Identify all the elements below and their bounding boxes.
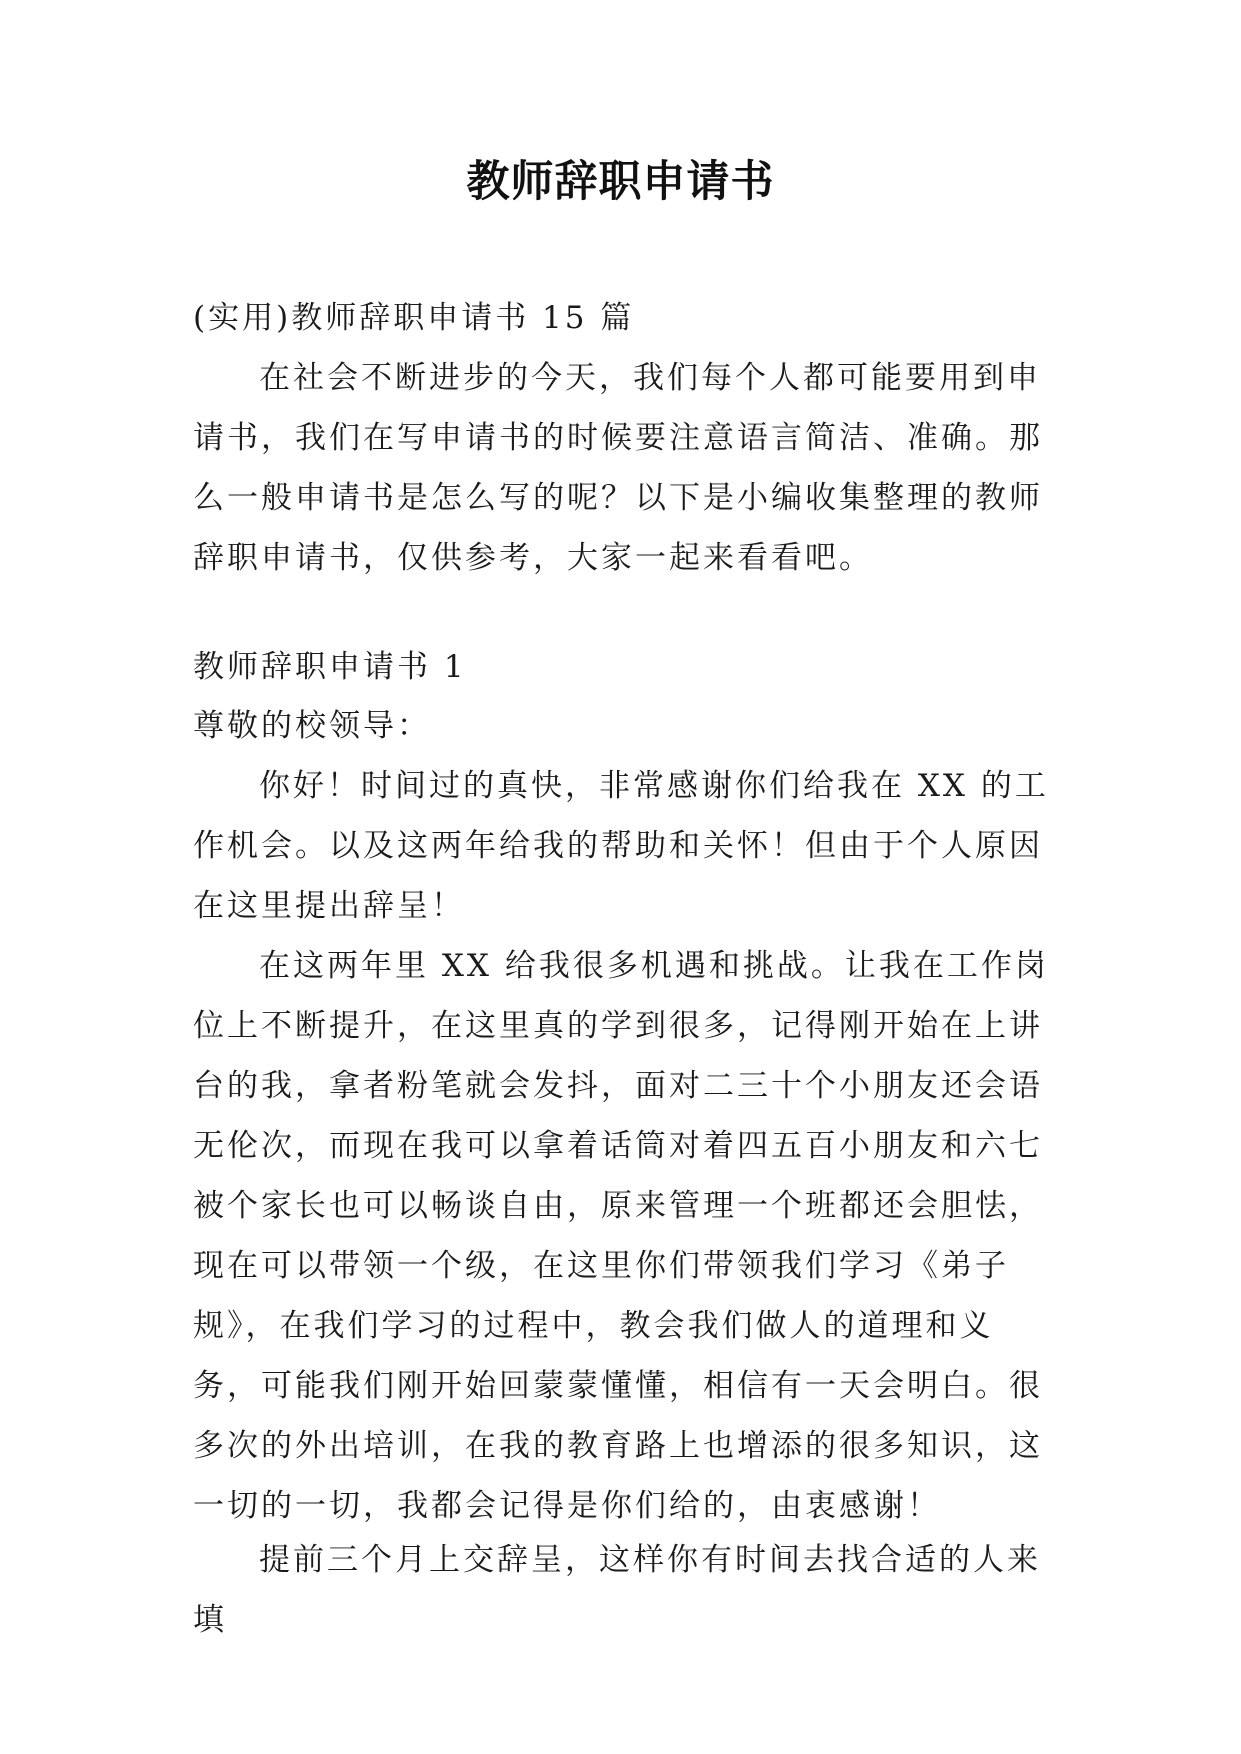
intro-paragraph: 在社会不断进步的今天，我们每个人都可能要用到申请书，我们在写申请书的时候要注意语言简洁、准确。那么一般申请书是怎么写的呢？以下是小编收集整理的教师辞职申请书，仅供参考，大家一起来看看吧。 — [193, 360, 1043, 576]
body-paragraph: 在这两年里 XX 给我很多机遇和挑战。让我在工作岗位上不断提升，在这里真的学到很多，记得刚开始在上讲台的我，拿者粉笔就会发抖，面对二三十个小朋友还会语无伦次，而现在我可以拿着话筒对着四五百小朋友和六七被个家长也可以畅谈自由，原来管理一个班都还会胆怯，现在可以带领一个级，在这里你们带领我们学习《弟子规》，在我们学习的过程中，教会我们做人的道理和义务，可能我们刚开始回蒙蒙懂懂，相信有一天会明白。很多次的外出培训，在我的教育路上也增添的很多知识，这一切的一切，我都会记得是你们给的，由衷感谢！ — [193, 948, 1049, 1524]
body-paragraph: 你好！时间过的真快，非常感谢你们给我在 XX 的工作机会。以及这两年给我的帮助和关怀！但由于个人原因在这里提出辞呈！ — [193, 768, 1049, 924]
document-title: 教师辞职申请书 — [466, 157, 775, 207]
document-subtitle: (实用)教师辞职申请书 15 篇 — [193, 300, 635, 336]
salutation: 尊敬的校领导： — [193, 708, 431, 744]
body-paragraph: 提前三个月上交辞呈，这样你有时间去找合适的人来填 — [193, 1542, 1041, 1638]
section-heading: 教师辞职申请书 1 — [193, 649, 467, 685]
